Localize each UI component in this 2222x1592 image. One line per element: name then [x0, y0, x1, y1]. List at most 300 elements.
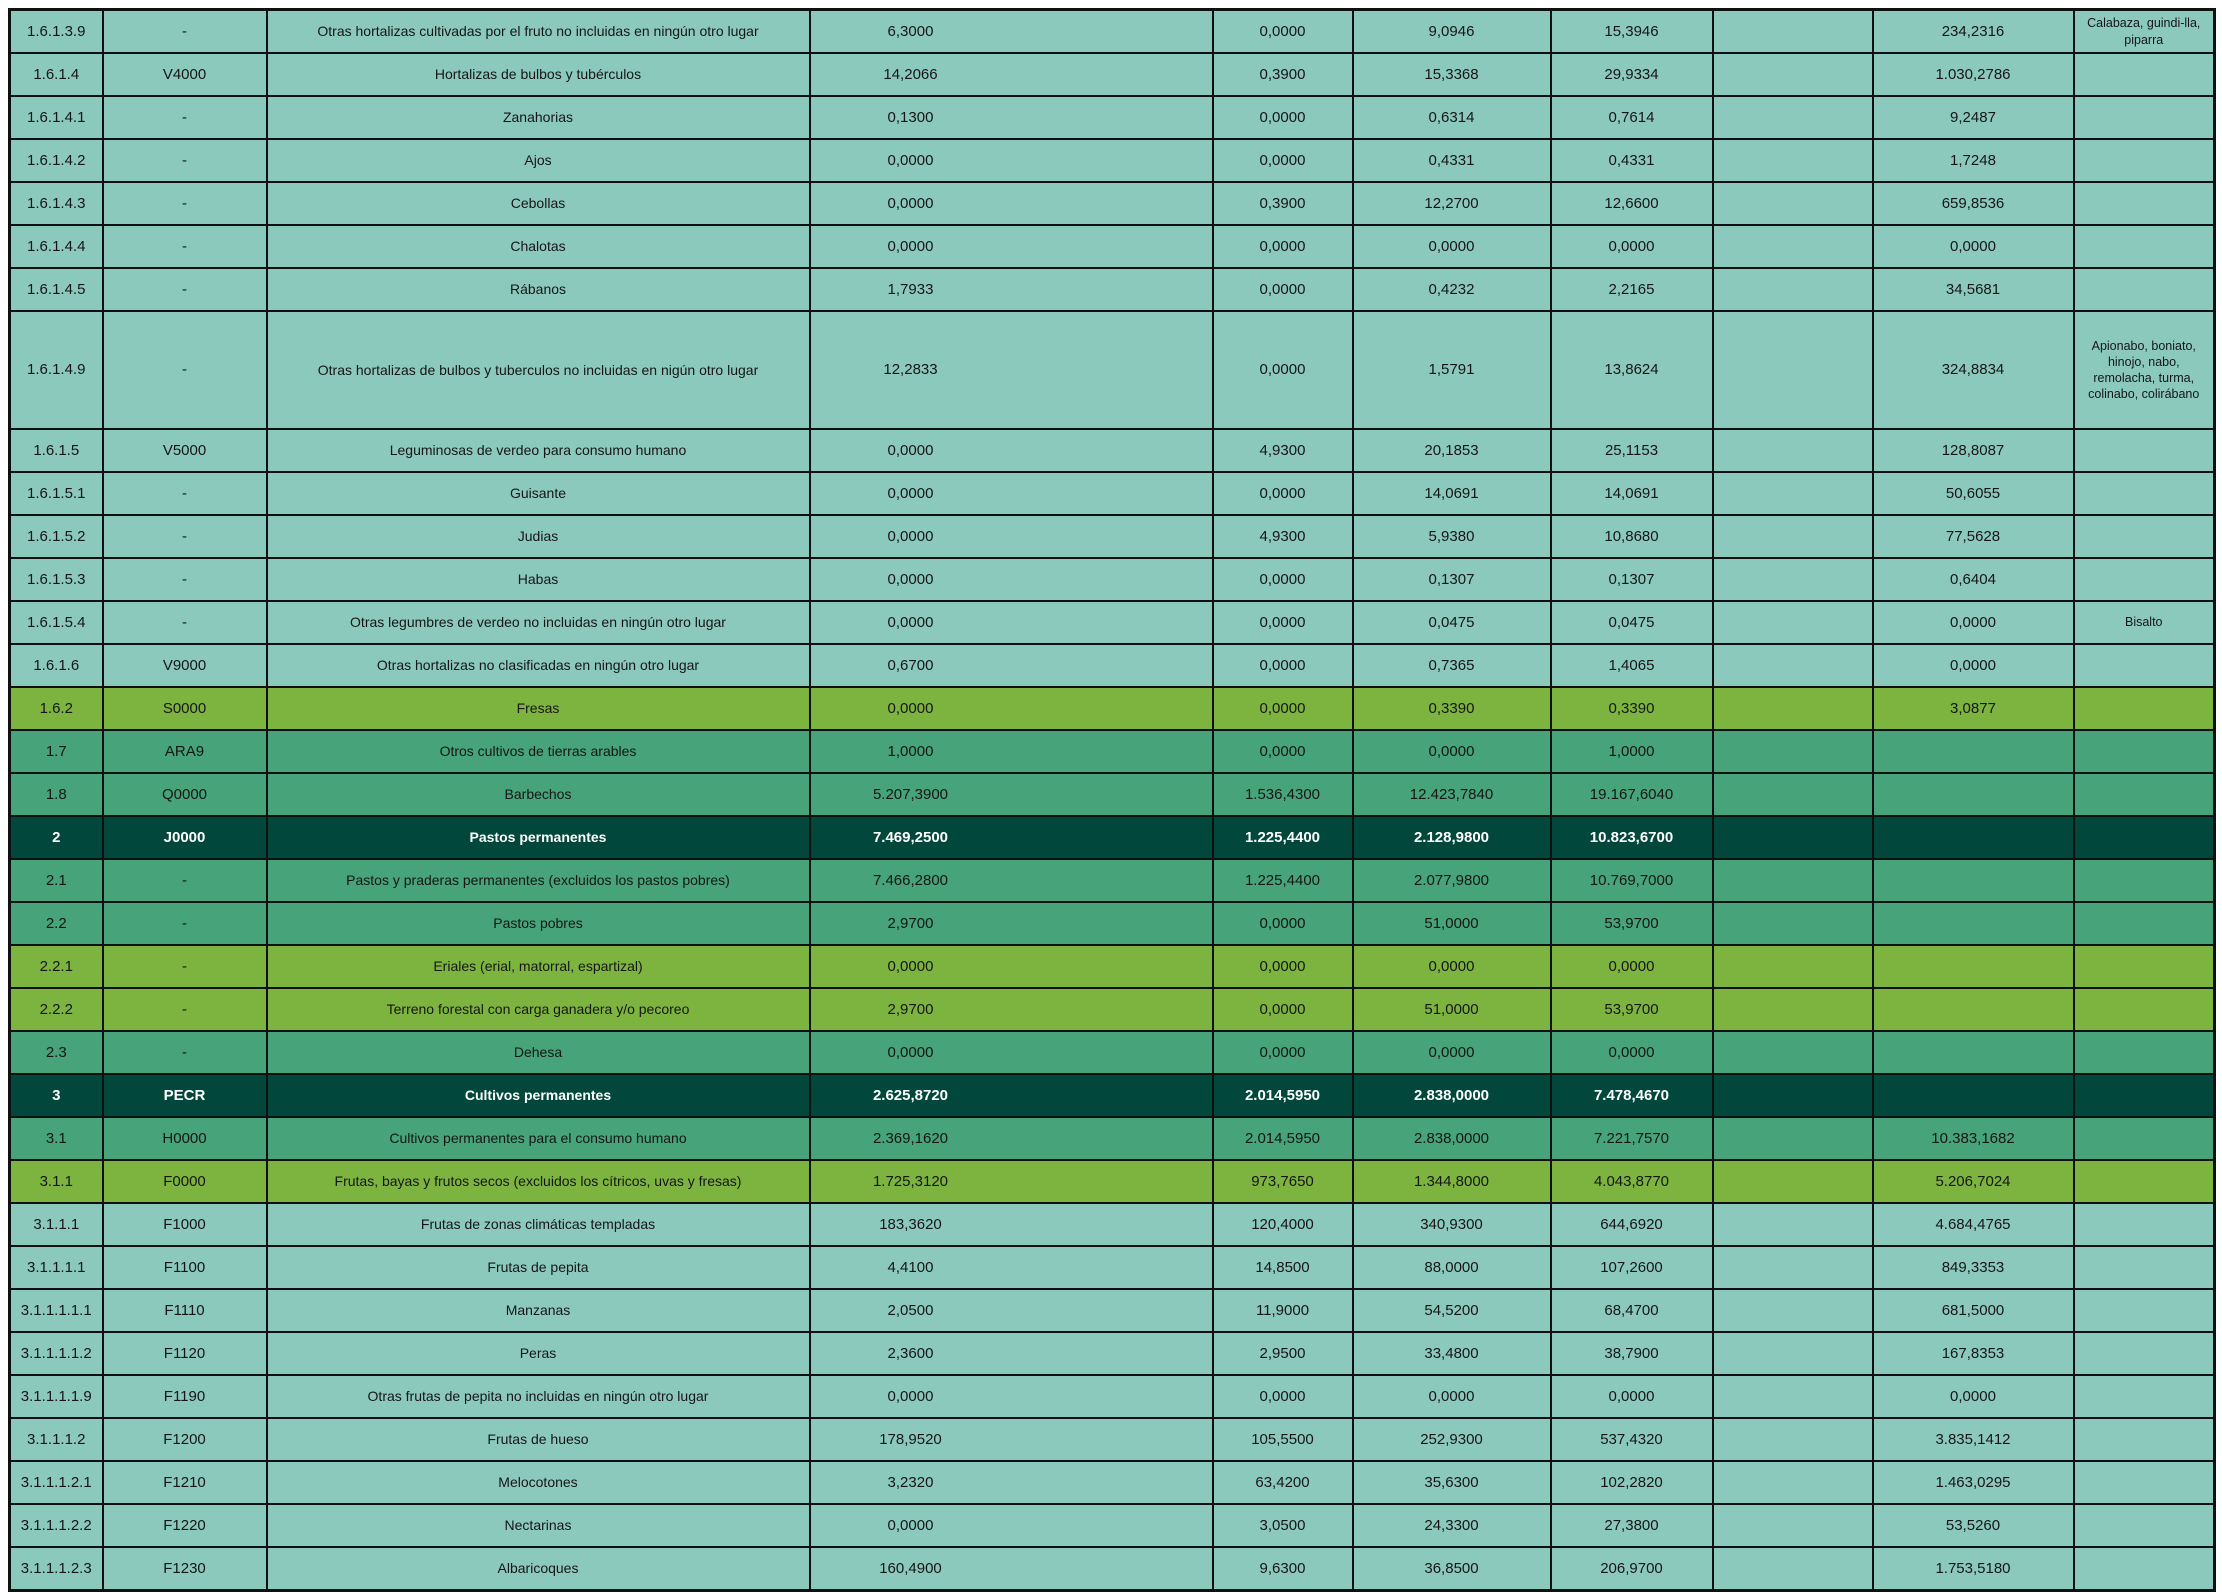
value3-cell: 54,5200	[1353, 1289, 1551, 1332]
value1-cell: 0,0000	[810, 515, 1213, 558]
value2-cell: 1.225,4400	[1213, 859, 1353, 902]
value2-cell: 4,9300	[1213, 429, 1353, 472]
code-cell: 3.1.1.1.2.3	[10, 1547, 103, 1591]
value2-cell: 0,0000	[1213, 1031, 1353, 1074]
value5-cell: 167,8353	[1873, 1332, 2074, 1375]
gap-cell	[1713, 225, 1873, 268]
value1-cell: 6,3000	[810, 10, 1213, 54]
eurostat-code-cell: V9000	[103, 644, 267, 687]
value1-cell: 5.207,3900	[810, 773, 1213, 816]
value5-cell: 3,0877	[1873, 687, 2074, 730]
value4-cell: 644,6920	[1551, 1203, 1713, 1246]
code-cell: 2.2	[10, 902, 103, 945]
value1-cell: 0,0000	[810, 1504, 1213, 1547]
code-cell: 3.1.1.1.1.9	[10, 1375, 103, 1418]
value3-cell: 0,4232	[1353, 268, 1551, 311]
eurostat-code-cell: -	[103, 515, 267, 558]
eurostat-code-cell: -	[103, 945, 267, 988]
notes-cell	[2074, 515, 2215, 558]
code-cell: 1.6.1.4.1	[10, 96, 103, 139]
value4-cell: 0,3390	[1551, 687, 1713, 730]
value5-cell: 34,5681	[1873, 268, 2074, 311]
value4-cell: 13,8624	[1551, 311, 1713, 429]
value5-cell: 0,0000	[1873, 225, 2074, 268]
value1-cell: 0,0000	[810, 945, 1213, 988]
notes-cell	[2074, 1461, 2215, 1504]
eurostat-code-cell: F1120	[103, 1332, 267, 1375]
table-row	[10, 988, 2215, 1031]
value1-cell: 0,6700	[810, 644, 1213, 687]
value5-cell: 128,8087	[1873, 429, 2074, 472]
table-row	[10, 472, 2215, 515]
value4-cell: 10.769,7000	[1551, 859, 1713, 902]
code-cell: 1.6.1.4.5	[10, 268, 103, 311]
value4-cell: 0,7614	[1551, 96, 1713, 139]
description-cell: Nectarinas	[267, 1504, 810, 1547]
value1-cell: 0,0000	[810, 687, 1213, 730]
value3-cell: 0,0000	[1353, 225, 1551, 268]
value5-cell: 0,0000	[1873, 644, 2074, 687]
notes-cell	[2074, 902, 2215, 945]
table-row	[10, 1461, 2215, 1504]
value2-cell: 0,0000	[1213, 902, 1353, 945]
code-cell: 2.2.1	[10, 945, 103, 988]
value5-cell: 0,0000	[1873, 1375, 2074, 1418]
description-cell: Pastos pobres	[267, 902, 810, 945]
value2-cell: 0,0000	[1213, 644, 1353, 687]
value4-cell: 0,0000	[1551, 945, 1713, 988]
description-cell: Judias	[267, 515, 810, 558]
value2-cell: 0,0000	[1213, 730, 1353, 773]
value3-cell: 24,3300	[1353, 1504, 1551, 1547]
code-cell: 1.6.1.3.9	[10, 10, 103, 54]
table-row	[10, 1504, 2215, 1547]
gap-cell	[1713, 53, 1873, 96]
value4-cell: 15,3946	[1551, 10, 1713, 54]
gap-cell	[1713, 644, 1873, 687]
description-cell: Rábanos	[267, 268, 810, 311]
value5-cell: 849,3353	[1873, 1246, 2074, 1289]
value4-cell: 206,9700	[1551, 1547, 1713, 1591]
description-cell: Zanahorias	[267, 96, 810, 139]
value4-cell: 537,4320	[1551, 1418, 1713, 1461]
value5-cell: 0,6404	[1873, 558, 2074, 601]
code-cell: 2.1	[10, 859, 103, 902]
code-cell: 1.6.2	[10, 687, 103, 730]
gap-cell	[1713, 1547, 1873, 1591]
notes-cell	[2074, 1117, 2215, 1160]
notes-cell	[2074, 182, 2215, 225]
gap-cell	[1713, 859, 1873, 902]
gap-cell	[1713, 1375, 1873, 1418]
value5-cell: 53,5260	[1873, 1504, 2074, 1547]
value5-cell: 1.753,5180	[1873, 1547, 2074, 1591]
eurostat-code-cell: S0000	[103, 687, 267, 730]
value2-cell: 63,4200	[1213, 1461, 1353, 1504]
table-row	[10, 730, 2215, 773]
table-row	[10, 1375, 2215, 1418]
value5-cell: 50,6055	[1873, 472, 2074, 515]
value5-cell	[1873, 859, 2074, 902]
value4-cell: 10.823,6700	[1551, 816, 1713, 859]
value3-cell: 88,0000	[1353, 1246, 1551, 1289]
description-cell: Habas	[267, 558, 810, 601]
eurostat-code-cell: ARA9	[103, 730, 267, 773]
value2-cell: 0,0000	[1213, 225, 1353, 268]
notes-cell	[2074, 558, 2215, 601]
value4-cell: 0,1307	[1551, 558, 1713, 601]
description-cell: Frutas de hueso	[267, 1418, 810, 1461]
eurostat-code-cell: -	[103, 225, 267, 268]
code-cell: 3.1.1.1.2.2	[10, 1504, 103, 1547]
code-cell: 2.3	[10, 1031, 103, 1074]
value5-cell: 0,0000	[1873, 601, 2074, 644]
description-cell: Cultivos permanentes	[267, 1074, 810, 1117]
eurostat-code-cell: -	[103, 558, 267, 601]
notes-cell	[2074, 472, 2215, 515]
value2-cell: 0,0000	[1213, 687, 1353, 730]
eurostat-code-cell: F1230	[103, 1547, 267, 1591]
gap-cell	[1713, 730, 1873, 773]
table-row	[10, 687, 2215, 730]
value4-cell: 0,0475	[1551, 601, 1713, 644]
value2-cell: 2.014,5950	[1213, 1074, 1353, 1117]
value4-cell: 4.043,8770	[1551, 1160, 1713, 1203]
value4-cell: 0,4331	[1551, 139, 1713, 182]
value1-cell: 2,9700	[810, 902, 1213, 945]
value2-cell: 120,4000	[1213, 1203, 1353, 1246]
description-cell: Cebollas	[267, 182, 810, 225]
value4-cell: 53,9700	[1551, 902, 1713, 945]
value3-cell: 1,5791	[1353, 311, 1551, 429]
gap-cell	[1713, 988, 1873, 1031]
table-row	[10, 1289, 2215, 1332]
value1-cell: 0,1300	[810, 96, 1213, 139]
table-row	[10, 182, 2215, 225]
value4-cell: 7.478,4670	[1551, 1074, 1713, 1117]
gap-cell	[1713, 96, 1873, 139]
value1-cell: 160,4900	[810, 1547, 1213, 1591]
value2-cell: 3,0500	[1213, 1504, 1353, 1547]
table-row	[10, 558, 2215, 601]
value3-cell: 15,3368	[1353, 53, 1551, 96]
value2-cell: 0,0000	[1213, 558, 1353, 601]
value4-cell: 19.167,6040	[1551, 773, 1713, 816]
gap-cell	[1713, 429, 1873, 472]
notes-cell	[2074, 1074, 2215, 1117]
value5-cell	[1873, 730, 2074, 773]
code-cell: 3.1	[10, 1117, 103, 1160]
description-cell: Otras hortalizas cultivadas por el fruto no incluidas en ningún otro lugar	[267, 10, 810, 54]
table-row	[10, 225, 2215, 268]
value3-cell: 0,0000	[1353, 730, 1551, 773]
eurostat-code-cell: -	[103, 988, 267, 1031]
table-row	[10, 96, 2215, 139]
code-cell: 1.8	[10, 773, 103, 816]
description-cell: Albaricoques	[267, 1547, 810, 1591]
value2-cell: 0,0000	[1213, 139, 1353, 182]
value5-cell: 77,5628	[1873, 515, 2074, 558]
description-cell: Dehesa	[267, 1031, 810, 1074]
value3-cell: 0,0000	[1353, 1031, 1551, 1074]
notes-cell	[2074, 644, 2215, 687]
value5-cell: 234,2316	[1873, 10, 2074, 54]
gap-cell	[1713, 687, 1873, 730]
value5-cell	[1873, 1074, 2074, 1117]
table-row	[10, 1332, 2215, 1375]
notes-cell	[2074, 859, 2215, 902]
gap-cell	[1713, 1203, 1873, 1246]
value1-cell: 0,0000	[810, 1031, 1213, 1074]
value3-cell: 35,6300	[1353, 1461, 1551, 1504]
value4-cell: 14,0691	[1551, 472, 1713, 515]
eurostat-code-cell: F1210	[103, 1461, 267, 1504]
eurostat-code-cell: -	[103, 311, 267, 429]
gap-cell	[1713, 472, 1873, 515]
value2-cell: 0,0000	[1213, 311, 1353, 429]
value4-cell: 0,0000	[1551, 1375, 1713, 1418]
notes-cell	[2074, 1547, 2215, 1591]
table-row	[10, 1547, 2215, 1591]
code-cell: 3.1.1.1.2	[10, 1418, 103, 1461]
table-row	[10, 945, 2215, 988]
gap-cell	[1713, 1289, 1873, 1332]
eurostat-code-cell: F1110	[103, 1289, 267, 1332]
description-cell: Fresas	[267, 687, 810, 730]
value2-cell: 0,0000	[1213, 96, 1353, 139]
code-cell: 3.1.1.1.1.2	[10, 1332, 103, 1375]
code-cell: 1.6.1.4	[10, 53, 103, 96]
eurostat-code-cell: F1190	[103, 1375, 267, 1418]
value1-cell: 1.725,3120	[810, 1160, 1213, 1203]
table-row	[10, 644, 2215, 687]
value3-cell: 0,3390	[1353, 687, 1551, 730]
gap-cell	[1713, 10, 1873, 54]
value3-cell: 2.077,9800	[1353, 859, 1551, 902]
value5-cell: 1,7248	[1873, 139, 2074, 182]
description-cell: Cultivos permanentes para el consumo humano	[267, 1117, 810, 1160]
value5-cell: 1.463,0295	[1873, 1461, 2074, 1504]
value1-cell: 14,2066	[810, 53, 1213, 96]
value2-cell: 0,0000	[1213, 601, 1353, 644]
value3-cell: 252,9300	[1353, 1418, 1551, 1461]
description-cell: Chalotas	[267, 225, 810, 268]
gap-cell	[1713, 311, 1873, 429]
value3-cell: 0,0000	[1353, 1375, 1551, 1418]
value3-cell: 51,0000	[1353, 988, 1551, 1031]
table-row	[10, 268, 2215, 311]
value4-cell: 2,2165	[1551, 268, 1713, 311]
gap-cell	[1713, 1031, 1873, 1074]
value1-cell: 3,2320	[810, 1461, 1213, 1504]
value5-cell: 1.030,2786	[1873, 53, 2074, 96]
notes-cell	[2074, 96, 2215, 139]
eurostat-code-cell: -	[103, 96, 267, 139]
table-row	[10, 902, 2215, 945]
notes-cell	[2074, 1160, 2215, 1203]
notes-cell	[2074, 687, 2215, 730]
value5-cell: 681,5000	[1873, 1289, 2074, 1332]
value2-cell: 0,0000	[1213, 1375, 1353, 1418]
value4-cell: 0,0000	[1551, 225, 1713, 268]
table-row	[10, 1160, 2215, 1203]
notes-cell	[2074, 268, 2215, 311]
value5-cell	[1873, 988, 2074, 1031]
code-cell: 3.1.1	[10, 1160, 103, 1203]
crops-classification-table	[8, 8, 2216, 1592]
description-cell: Otras frutas de pepita no incluidas en ningún otro lugar	[267, 1375, 810, 1418]
gap-cell	[1713, 1504, 1873, 1547]
notes-cell	[2074, 1332, 2215, 1375]
description-cell: Ajos	[267, 139, 810, 182]
gap-cell	[1713, 1117, 1873, 1160]
value5-cell	[1873, 773, 2074, 816]
code-cell: 1.6.1.6	[10, 644, 103, 687]
value2-cell: 0,0000	[1213, 10, 1353, 54]
value3-cell: 0,6314	[1353, 96, 1551, 139]
eurostat-code-cell: -	[103, 139, 267, 182]
notes-cell	[2074, 1418, 2215, 1461]
gap-cell	[1713, 601, 1873, 644]
notes-cell	[2074, 730, 2215, 773]
table-row	[10, 429, 2215, 472]
table-row	[10, 53, 2215, 96]
notes-cell	[2074, 429, 2215, 472]
notes-cell	[2074, 1289, 2215, 1332]
gap-cell	[1713, 945, 1873, 988]
value2-cell: 9,6300	[1213, 1547, 1353, 1591]
value3-cell: 36,8500	[1353, 1547, 1551, 1591]
value1-cell: 1,0000	[810, 730, 1213, 773]
table-row	[10, 1117, 2215, 1160]
value3-cell: 1.344,8000	[1353, 1160, 1551, 1203]
eurostat-code-cell: PECR	[103, 1074, 267, 1117]
description-cell: Melocotones	[267, 1461, 810, 1504]
value3-cell: 0,4331	[1353, 139, 1551, 182]
description-cell: Pastos y praderas permanentes (excluidos los pastos pobres)	[267, 859, 810, 902]
table-row	[10, 1031, 2215, 1074]
notes-cell	[2074, 1375, 2215, 1418]
eurostat-code-cell: -	[103, 10, 267, 54]
table-row	[10, 10, 2215, 54]
value2-cell: 11,9000	[1213, 1289, 1353, 1332]
value5-cell	[1873, 902, 2074, 945]
gap-cell	[1713, 139, 1873, 182]
value5-cell: 4.684,4765	[1873, 1203, 2074, 1246]
value1-cell: 183,3620	[810, 1203, 1213, 1246]
value5-cell: 10.383,1682	[1873, 1117, 2074, 1160]
gap-cell	[1713, 816, 1873, 859]
notes-cell: Apionabo, boniato, hinojo, nabo, remolacha, turma, colinabo, colirábano	[2074, 311, 2215, 429]
value4-cell: 29,9334	[1551, 53, 1713, 96]
value2-cell: 1.225,4400	[1213, 816, 1353, 859]
value1-cell: 2.625,8720	[810, 1074, 1213, 1117]
value5-cell: 5.206,7024	[1873, 1160, 2074, 1203]
value4-cell: 27,3800	[1551, 1504, 1713, 1547]
description-cell: Terreno forestal con carga ganadera y/o pecoreo	[267, 988, 810, 1031]
code-cell: 1.6.1.4.3	[10, 182, 103, 225]
value5-cell: 3.835,1412	[1873, 1418, 2074, 1461]
description-cell: Barbechos	[267, 773, 810, 816]
gap-cell	[1713, 773, 1873, 816]
gap-cell	[1713, 182, 1873, 225]
eurostat-code-cell: F0000	[103, 1160, 267, 1203]
eurostat-code-cell: V5000	[103, 429, 267, 472]
value5-cell	[1873, 1031, 2074, 1074]
value2-cell: 2,9500	[1213, 1332, 1353, 1375]
description-cell: Frutas de zonas climáticas templadas	[267, 1203, 810, 1246]
eurostat-code-cell: -	[103, 182, 267, 225]
eurostat-code-cell: F1000	[103, 1203, 267, 1246]
gap-cell	[1713, 1461, 1873, 1504]
code-cell: 1.6.1.4.4	[10, 225, 103, 268]
value1-cell: 0,0000	[810, 472, 1213, 515]
eurostat-code-cell: -	[103, 601, 267, 644]
notes-cell	[2074, 225, 2215, 268]
notes-cell	[2074, 988, 2215, 1031]
value1-cell: 0,0000	[810, 601, 1213, 644]
eurostat-code-cell: -	[103, 859, 267, 902]
code-cell: 1.6.1.5.3	[10, 558, 103, 601]
value2-cell: 973,7650	[1213, 1160, 1353, 1203]
notes-cell: Bisalto	[2074, 601, 2215, 644]
table-row	[10, 773, 2215, 816]
value3-cell: 0,0475	[1353, 601, 1551, 644]
value1-cell: 7.469,2500	[810, 816, 1213, 859]
description-cell: Frutas de pepita	[267, 1246, 810, 1289]
code-cell: 1.6.1.5.4	[10, 601, 103, 644]
notes-cell	[2074, 773, 2215, 816]
description-cell: Otras legumbres de verdeo no incluidas en ningún otro lugar	[267, 601, 810, 644]
value4-cell: 68,4700	[1551, 1289, 1713, 1332]
value1-cell: 1,7933	[810, 268, 1213, 311]
description-cell: Otros cultivos de tierras arables	[267, 730, 810, 773]
value2-cell: 1.536,4300	[1213, 773, 1353, 816]
value2-cell: 105,5500	[1213, 1418, 1353, 1461]
value4-cell: 0,0000	[1551, 1031, 1713, 1074]
value3-cell: 9,0946	[1353, 10, 1551, 54]
gap-cell	[1713, 1418, 1873, 1461]
value3-cell: 14,0691	[1353, 472, 1551, 515]
value1-cell: 0,0000	[810, 182, 1213, 225]
gap-cell	[1713, 1074, 1873, 1117]
description-cell: Leguminosas de verdeo para consumo humano	[267, 429, 810, 472]
code-cell: 1.6.1.5	[10, 429, 103, 472]
notes-cell	[2074, 1504, 2215, 1547]
gap-cell	[1713, 1332, 1873, 1375]
value4-cell: 25,1153	[1551, 429, 1713, 472]
value4-cell: 10,8680	[1551, 515, 1713, 558]
code-cell: 1.7	[10, 730, 103, 773]
value3-cell: 20,1853	[1353, 429, 1551, 472]
description-cell: Manzanas	[267, 1289, 810, 1332]
value3-cell: 33,4800	[1353, 1332, 1551, 1375]
eurostat-code-cell: -	[103, 1031, 267, 1074]
code-cell: 1.6.1.4.9	[10, 311, 103, 429]
value1-cell: 2,3600	[810, 1332, 1213, 1375]
description-cell: Otras hortalizas de bulbos y tuberculos no incluidas en nigún otro lugar	[267, 311, 810, 429]
code-cell: 1.6.1.5.1	[10, 472, 103, 515]
value3-cell: 12.423,7840	[1353, 773, 1551, 816]
table-row	[10, 601, 2215, 644]
code-cell: 3.1.1.1	[10, 1203, 103, 1246]
description-cell: Peras	[267, 1332, 810, 1375]
table-row	[10, 1246, 2215, 1289]
table-row	[10, 1203, 2215, 1246]
value1-cell: 7.466,2800	[810, 859, 1213, 902]
eurostat-code-cell: J0000	[103, 816, 267, 859]
value4-cell: 53,9700	[1551, 988, 1713, 1031]
